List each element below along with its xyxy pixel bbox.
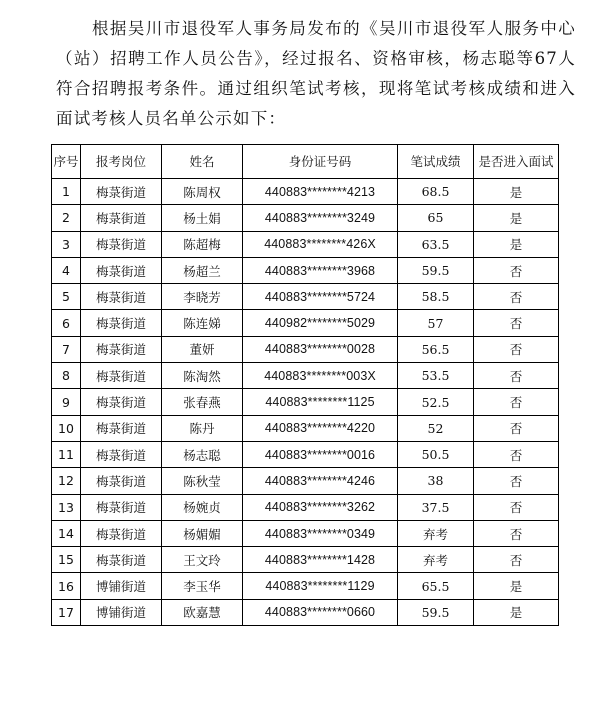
interview-status-cell: 是	[474, 205, 559, 231]
name-cell: 李玉华	[162, 573, 243, 599]
position-cell: 梅菉街道	[81, 415, 162, 441]
written-score-cell: 59.5	[398, 257, 474, 283]
written-score-cell: 52.5	[398, 389, 474, 415]
table-row	[52, 441, 559, 467]
exam-results-table	[51, 144, 559, 626]
id-number-cell: 440883********0016	[243, 441, 398, 467]
serial-number-cell: 12	[52, 468, 81, 494]
id-number-cell: 440883********1125	[243, 389, 398, 415]
id-number-cell: 440883********426X	[243, 231, 398, 257]
name-cell: 王文玲	[162, 547, 243, 573]
header-written-score: 笔试成绩	[398, 145, 474, 179]
table-row	[52, 310, 559, 336]
name-cell: 欧嘉慧	[162, 599, 243, 625]
table-body	[52, 179, 559, 626]
table-row	[52, 389, 559, 415]
serial-number-cell: 5	[52, 284, 81, 310]
table-row	[52, 415, 559, 441]
table-row	[52, 284, 559, 310]
name-cell: 陈丹	[162, 415, 243, 441]
serial-number-cell: 8	[52, 363, 81, 389]
interview-status-cell: 否	[474, 363, 559, 389]
serial-number-cell: 17	[52, 599, 81, 625]
position-cell: 梅菉街道	[81, 205, 162, 231]
serial-number-cell: 2	[52, 205, 81, 231]
interview-status-cell: 否	[474, 284, 559, 310]
header-name: 姓名	[162, 145, 243, 179]
serial-number-cell: 1	[52, 179, 81, 205]
id-number-cell: 440883********5724	[243, 284, 398, 310]
id-number-cell: 440883********0660	[243, 599, 398, 625]
name-cell: 李晓芳	[162, 284, 243, 310]
position-cell: 梅菉街道	[81, 310, 162, 336]
interview-status-cell: 否	[474, 547, 559, 573]
serial-number-cell: 14	[52, 520, 81, 546]
interview-status-cell: 否	[474, 257, 559, 283]
table-header-row	[52, 145, 559, 179]
header-serial-number: 序号	[52, 145, 81, 179]
written-score-cell: 59.5	[398, 599, 474, 625]
name-cell: 陈超梅	[162, 231, 243, 257]
serial-number-cell: 4	[52, 257, 81, 283]
name-cell: 陈连娣	[162, 310, 243, 336]
name-cell: 杨志聪	[162, 441, 243, 467]
written-score-cell: 65	[398, 205, 474, 231]
position-cell: 梅菉街道	[81, 257, 162, 283]
table-row	[52, 468, 559, 494]
header-id-number: 身份证号码	[243, 145, 398, 179]
table-row	[52, 520, 559, 546]
interview-status-cell: 是	[474, 599, 559, 625]
name-cell: 陈周权	[162, 179, 243, 205]
position-cell: 梅菉街道	[81, 547, 162, 573]
position-cell: 梅菉街道	[81, 336, 162, 362]
table-row	[52, 257, 559, 283]
table-row	[52, 179, 559, 205]
written-score-cell: 65.5	[398, 573, 474, 599]
header-interview-status: 是否进入面试	[474, 145, 559, 179]
position-cell: 梅菉街道	[81, 520, 162, 546]
written-score-cell: 63.5	[398, 231, 474, 257]
written-score-cell: 弃考	[398, 547, 474, 573]
table-row	[52, 231, 559, 257]
position-cell: 梅菉街道	[81, 284, 162, 310]
interview-status-cell: 是	[474, 231, 559, 257]
table-row	[52, 205, 559, 231]
table-row	[52, 363, 559, 389]
table-row	[52, 336, 559, 362]
serial-number-cell: 16	[52, 573, 81, 599]
position-cell: 梅菉街道	[81, 179, 162, 205]
written-score-cell: 52	[398, 415, 474, 441]
position-cell: 博铺街道	[81, 573, 162, 599]
name-cell: 陈秋莹	[162, 468, 243, 494]
position-cell: 梅菉街道	[81, 441, 162, 467]
id-number-cell: 440883********0028	[243, 336, 398, 362]
written-score-cell: 56.5	[398, 336, 474, 362]
written-score-cell: 50.5	[398, 441, 474, 467]
written-score-cell: 38	[398, 468, 474, 494]
name-cell: 陈淘然	[162, 363, 243, 389]
position-cell: 博铺街道	[81, 599, 162, 625]
serial-number-cell: 6	[52, 310, 81, 336]
position-cell: 梅菉街道	[81, 231, 162, 257]
id-number-cell: 440883********003X	[243, 363, 398, 389]
serial-number-cell: 7	[52, 336, 81, 362]
serial-number-cell: 10	[52, 415, 81, 441]
table-row	[52, 573, 559, 599]
position-cell: 梅菉街道	[81, 389, 162, 415]
serial-number-cell: 15	[52, 547, 81, 573]
id-number-cell: 440883********4246	[243, 468, 398, 494]
id-number-cell: 440883********1428	[243, 547, 398, 573]
written-score-cell: 37.5	[398, 494, 474, 520]
id-number-cell: 440982********5029	[243, 310, 398, 336]
written-score-cell: 弃考	[398, 520, 474, 546]
interview-status-cell: 是	[474, 179, 559, 205]
id-number-cell: 440883********4213	[243, 179, 398, 205]
name-cell: 杨媚媚	[162, 520, 243, 546]
interview-status-cell: 否	[474, 336, 559, 362]
written-score-cell: 58.5	[398, 284, 474, 310]
position-cell: 梅菉街道	[81, 468, 162, 494]
id-number-cell: 440883********1129	[243, 573, 398, 599]
interview-status-cell: 否	[474, 389, 559, 415]
announcement-intro: 根据吴川市退役军人事务局发布的《吴川市退役军人服务中心（站）招聘工作人员公告》，经过报名、资格审核，杨志聪等67人符合招聘报考条件。通过组织笔试考核，现将笔试考核成绩和进入面试考核人员名单公示如下：	[56, 19, 576, 128]
interview-status-cell: 否	[474, 310, 559, 336]
id-number-cell: 440883********3262	[243, 494, 398, 520]
serial-number-cell: 11	[52, 441, 81, 467]
interview-status-cell: 否	[474, 441, 559, 467]
interview-status-cell: 否	[474, 494, 559, 520]
position-cell: 梅菉街道	[81, 363, 162, 389]
table-row	[52, 599, 559, 625]
position-cell: 梅菉街道	[81, 494, 162, 520]
interview-status-cell: 否	[474, 468, 559, 494]
name-cell: 杨超兰	[162, 257, 243, 283]
table-row	[52, 494, 559, 520]
interview-status-cell: 否	[474, 520, 559, 546]
id-number-cell: 440883********0349	[243, 520, 398, 546]
name-cell: 杨土娟	[162, 205, 243, 231]
name-cell: 董妍	[162, 336, 243, 362]
id-number-cell: 440883********3968	[243, 257, 398, 283]
id-number-cell: 440883********4220	[243, 415, 398, 441]
interview-status-cell: 否	[474, 415, 559, 441]
written-score-cell: 68.5	[398, 179, 474, 205]
table-row	[52, 547, 559, 573]
interview-status-cell: 是	[474, 573, 559, 599]
id-number-cell: 440883********3249	[243, 205, 398, 231]
serial-number-cell: 3	[52, 231, 81, 257]
serial-number-cell: 13	[52, 494, 81, 520]
name-cell: 张春燕	[162, 389, 243, 415]
serial-number-cell: 9	[52, 389, 81, 415]
written-score-cell: 57	[398, 310, 474, 336]
written-score-cell: 53.5	[398, 363, 474, 389]
name-cell: 杨婉贞	[162, 494, 243, 520]
header-position: 报考岗位	[81, 145, 162, 179]
